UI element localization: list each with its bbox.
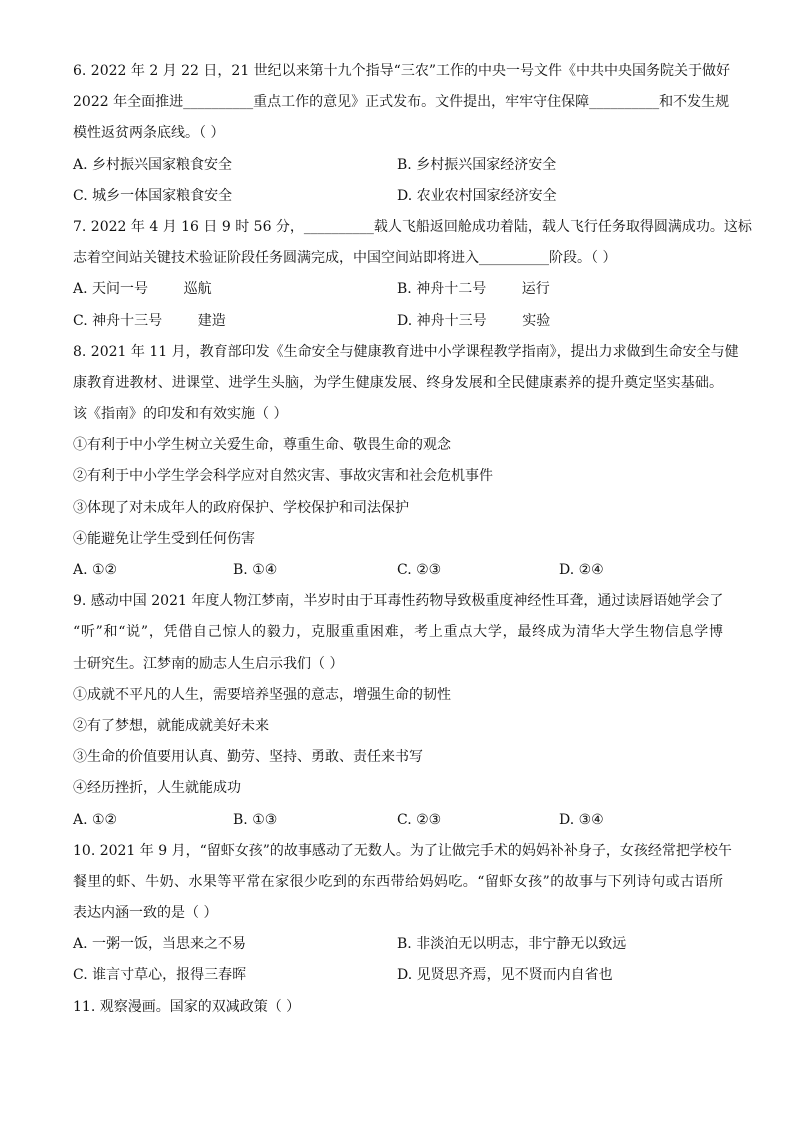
option-row <box>73 150 723 181</box>
statement-3: ③生命的价值要用认真、勤劳、坚持、勇敢、责任来书写 <box>73 749 423 766</box>
question-text-line: “听”和“说”，凭借自己惊人的毅力，克服重重困难，考上重点大学，最终成为清华大学生物信息学博 <box>73 624 723 641</box>
statement-1: ①成就不平凡的人生，需要培养坚强的意志，增强生命的韧性 <box>73 686 451 703</box>
option-row <box>73 555 723 586</box>
option-row <box>73 929 723 960</box>
question-text-line: 康教育进教材、进课堂、进学生头脑，为学生健康发展、终身发展和全民健康素养的提升奠定坚实基础。 <box>73 374 723 391</box>
statement-4: ④经历挫折，人生就能成功 <box>73 780 241 797</box>
question-text-line: 模性返贫两条底线。（ ） <box>73 125 225 142</box>
option-c[interactable]: C. 城乡一体国家粮食安全 <box>73 187 233 204</box>
question-text-line: 10. 2021 年 9 月，“留虾女孩”的故事感动了无数人。为了让做完手术的妈妈补补身子，女孩经常把学校午 <box>73 842 732 859</box>
option-d[interactable]: D. ②④ <box>559 562 604 578</box>
option-d[interactable]: D. 神舟十三号 实验 <box>397 312 551 329</box>
exam-page <box>73 56 752 1023</box>
question-text-line: 8. 2021 年 11 月，教育部印发《生命安全与健康教育进中小学课程教学指南》，提出力求做到生命安全与健 <box>73 343 739 360</box>
question-text-line: 11. 观察漫画。国家的双减政策（ ） <box>73 998 301 1015</box>
question-text-line: 9. 感动中国 2021 年度人物江梦南，半岁时由于耳毒性药物导致极重度神经性耳聋，通过读唇语她学会了 <box>73 593 724 610</box>
option-a[interactable]: A. 一粥一饭，当思来之不易 <box>73 936 247 953</box>
statement-2: ②有利于中小学生学会科学应对自然灾害、事故灾害和社会危机事件 <box>73 468 493 485</box>
option-b[interactable]: B. ①③ <box>233 811 278 828</box>
question-text-line: 表达内涵一致的是（ ） <box>73 905 218 922</box>
option-row <box>73 306 723 337</box>
question-6 <box>73 56 730 212</box>
statement-1: ①有利于中小学生树立关爱生命，尊重生命、敬畏生命的观念 <box>73 437 451 454</box>
question-text-line: 6. 2022 年 2 月 22 日，21 世纪以来第十九个指导“三农”工作的中央一号文件《中共中央国务院关于做好 <box>73 63 730 79</box>
question-10 <box>73 836 732 992</box>
option-b[interactable]: B. 非淡泊无以明志，非宁静无以致远 <box>397 936 627 953</box>
option-b[interactable]: B. 神舟十二号 运行 <box>397 281 550 298</box>
question-text-line: 志着空间站关键技术验证阶段任务圆满完成，中国空间站即将进入__________阶段。（ ） <box>73 250 617 267</box>
option-a[interactable]: A. 乡村振兴国家粮食安全 <box>73 156 233 173</box>
option-a[interactable]: A. ①② <box>73 811 118 828</box>
option-c[interactable]: C. ②③ <box>397 811 442 828</box>
question-7 <box>73 212 752 337</box>
question-9 <box>73 586 723 836</box>
option-d[interactable]: D. 农业农村国家经济安全 <box>397 187 557 204</box>
option-b[interactable]: B. 乡村振兴国家经济安全 <box>397 156 557 173</box>
option-row <box>73 960 723 991</box>
option-row <box>73 805 723 836</box>
option-d[interactable]: D. 见贤思齐焉，见不贤而内自省也 <box>397 967 613 984</box>
option-c[interactable]: C. ②③ <box>397 562 442 578</box>
option-c[interactable]: C. 谁言寸草心，报得三春晖 <box>73 967 247 984</box>
statement-3: ③体现了对未成年人的政府保护、学校保护和司法保护 <box>73 499 409 516</box>
question-text-line: 该《指南》的印发和有效实施（ ） <box>73 406 288 423</box>
question-text-line: 士研究生。江梦南的励志人生启示我们（ ） <box>73 655 344 672</box>
option-c[interactable]: C. 神舟十三号 建造 <box>73 312 226 329</box>
question-text-line: 7. 2022 年 4 月 16 日 9 时 56 分，__________载人飞船返回舱成功着陆，载人飞行任务取得圆满成功。这标 <box>73 218 752 235</box>
question-11 <box>73 992 723 1023</box>
option-row <box>73 274 723 305</box>
option-a[interactable]: A. ①② <box>73 562 118 578</box>
question-8 <box>73 337 739 587</box>
statement-4: ④能避免让学生受到任何伤害 <box>73 530 255 547</box>
option-row <box>73 181 723 212</box>
option-b[interactable]: B. ①④ <box>233 562 278 578</box>
option-d[interactable]: D. ③④ <box>559 811 604 828</box>
question-text-line: 餐里的虾、牛奶、水果等平常在家很少吃到的东西带给妈妈吃。“留虾女孩”的故事与下列诗句或古语所 <box>73 873 723 890</box>
question-text-line: 2022 年全面推进__________重点工作的意见》正式发布。文件提出，牢牢守住保障__________和不发生规 <box>73 94 730 111</box>
option-a[interactable]: A. 天问一号 巡航 <box>73 281 212 298</box>
statement-2: ②有了梦想，就能成就美好未来 <box>73 717 269 734</box>
